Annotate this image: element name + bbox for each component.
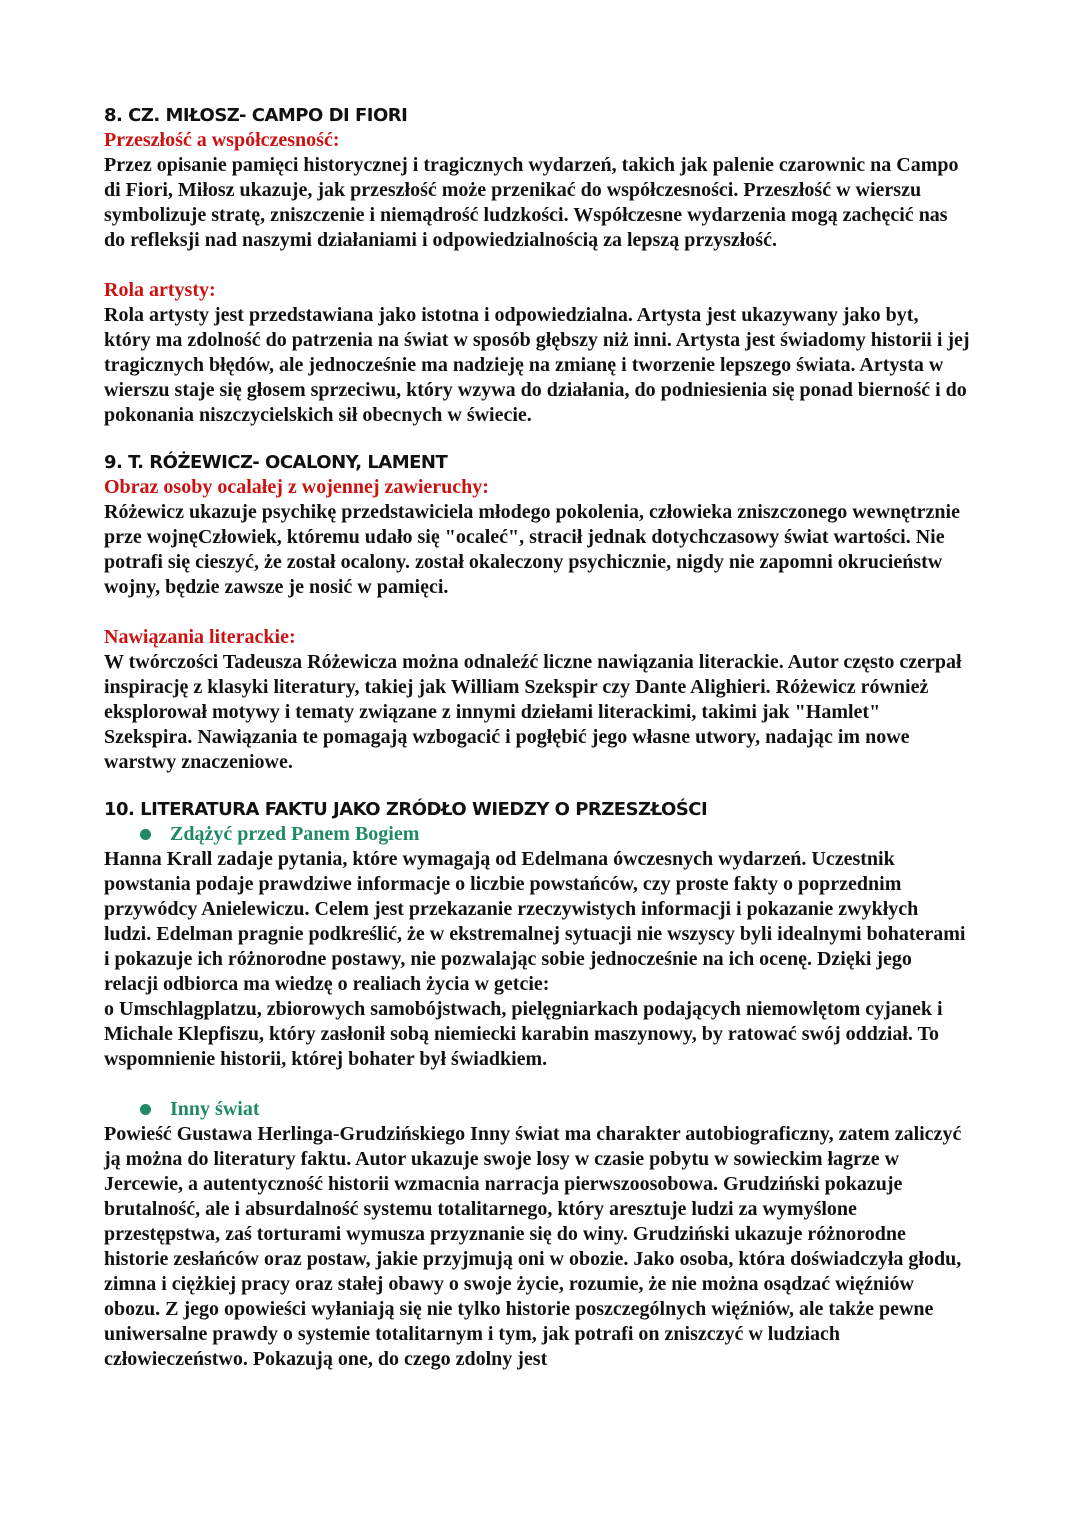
section-8-heading: 8. CZ. MIŁOSZ- CAMPO DI FIORI bbox=[104, 105, 408, 126]
section-9-subheading-references: Nawiązania literackie: bbox=[104, 626, 296, 648]
spacer bbox=[104, 775, 970, 798]
section-8-subheading-past: Przeszłość a współczesność: bbox=[104, 129, 340, 151]
bullet-dot-icon bbox=[140, 829, 151, 840]
bullet-item-zdazyc bbox=[104, 822, 970, 847]
spacer bbox=[104, 253, 970, 278]
spacer bbox=[104, 1072, 970, 1097]
bullet-label: Zdążyć przed Panem Bogiem bbox=[170, 823, 420, 845]
section-10-paragraph-krall: Hanna Krall zadaje pytania, które wymagają od Edelmana ówczesnych wydarzeń. Uczestnik powstania podaje prawdziwe informacje o liczbie powstańców, czy proste fakty o poprzednim przywódcy Anielewiczu. Celem jest przekazanie rzeczywistych informacji i pokazanie zwykłych ludzi. Edelman pragnie podkreślić, że w ekstremalnej sytuacji nie wszyscy byli idealnymi bohaterami i pokazuje ich różnorodne postawy, nie pozwalając sobie jednocześnie na ich ocenę. Dzięki jego relacji odbiorca ma wiedzę o realiach życia w getcie: bbox=[104, 848, 966, 995]
section-8-paragraph-past: Przez opisanie pamięci historycznej i tragicznych wydarzeń, takich jak palenie czarownic na Campo di Fiori, Miłosz ukazuje, jak przeszłość może przenikać do współczesności. Przeszłość w wierszu symbolizuje stratę, zniszczenie i niemądrość ludzkości. Współczesne wydarzenia mogą zachęcić nas do refleksji nad naszymi działaniami i odpowiedzialnością za lepszą przyszłość. bbox=[104, 154, 959, 251]
spacer bbox=[104, 428, 970, 451]
section-10-paragraph-krall-cont: o Umschlagplatzu, zbiorowych samobójstwach, pielęgniarkach podających niemowlętom cyjanek i Michale Klepfiszu, który zasłonił sobą niemiecki karabin maszynowy, by ratować swój oddział. To wspomnienie historii, której bohater był świadkiem. bbox=[104, 998, 943, 1070]
section-10-heading: 10. LITERATURA FAKTU JAKO ZRÓDŁO WIEDZY O PRZESZŁOŚCI bbox=[104, 799, 708, 820]
spacer bbox=[104, 600, 970, 625]
section-10-paragraph-herling: Powieść Gustawa Herlinga-Grudzińskiego Inny świat ma charakter autobiograficzny, zatem zaliczyć ją można do literatury faktu. Autor ukazuje swoje losy w czasie pobytu w sowieckim łagrze w Jercewie, a autentyczność historii wzmacnia narracja pierwszoosobowa. Grudziński pokazuje brutalność, ale i absurdalność systemu totalitarnego, który aresztuje ludzi za wymyślone przestępstwa, zaś torturami wymusza przyznanie się do winy. Grudziński ukazuje różnorodne historie zesłańców oraz postaw, jakie przyjmują oni w obozie. Jako osoba, która doświadczyła głodu, zimna i ciężkiej pracy oraz stałej obawy o swoje życie, rozumie, że nie można osądzać więźniów obozu. Z jego opowieści wyłaniają się nie tylko historie poszczególnych więźniów, ale także pewne uniwersalne prawdy o systemie totalitarnym i tym, jak potrafi on zniszczyć w ludziach człowieczeństwo. Pokazują one, do czego zdolny jest bbox=[104, 1123, 962, 1370]
bullet-label: Inny świat bbox=[170, 1098, 260, 1120]
section-9-paragraph-survivor: Różewicz ukazuje psychikę przedstawiciela młodego pokolenia, człowieka zniszczonego wewnętrznie prze wojnęCzłowiek, któremu udało się "ocaleć", stracił jednak dotychczasowy świat wartości. Nie potrafi się cieszyć, że został ocalony. został okaleczony psychicznie, nigdy nie zapomni okrucieństw wojny, będzie zawsze je nosić w pamięci. bbox=[104, 501, 960, 598]
section-9-heading: 9. T. RÓŻEWICZ- OCALONY, LAMENT bbox=[104, 452, 448, 473]
section-8-subheading-artist: Rola artysty: bbox=[104, 279, 216, 301]
section-8-paragraph-artist: Rola artysty jest przedstawiana jako istotna i odpowiedzialna. Artysta jest ukazywany jako byt, który ma zdolność do patrzenia na świat w sposób głębszy niż inni. Artysta jest świadomy historii i jej tragicznych błędów, ale jednocześnie ma nadzieję na zmianę i tworzenie lepszego świata. Artysta w wierszu staje się głosem sprzeciwu, który wzywa do działania, do podniesienia się ponad bierność i do pokonania niszczycielskich sił obecnych w świecie. bbox=[104, 304, 970, 426]
section-9-subheading-survivor: Obraz osoby ocalałej z wojennej zawieruchy: bbox=[104, 476, 489, 498]
bullet-dot-icon bbox=[140, 1104, 151, 1115]
section-9-paragraph-references: W twórczości Tadeusza Różewicza można odnaleźć liczne nawiązania literackie. Autor często czerpał inspirację z klasyki literatury, takiej jak William Szekspir czy Dante Alighieri. Różewicz również eksplorował motywy i tematy związane z innymi dziełami literackimi, takimi jak "Hamlet" Szekspira. Nawiązania te pomagają wzbogacić i pogłębić jego własne utwory, nadając im nowe warstwy znaczeniowe. bbox=[104, 651, 962, 773]
bullet-item-inny-swiat bbox=[104, 1097, 970, 1122]
